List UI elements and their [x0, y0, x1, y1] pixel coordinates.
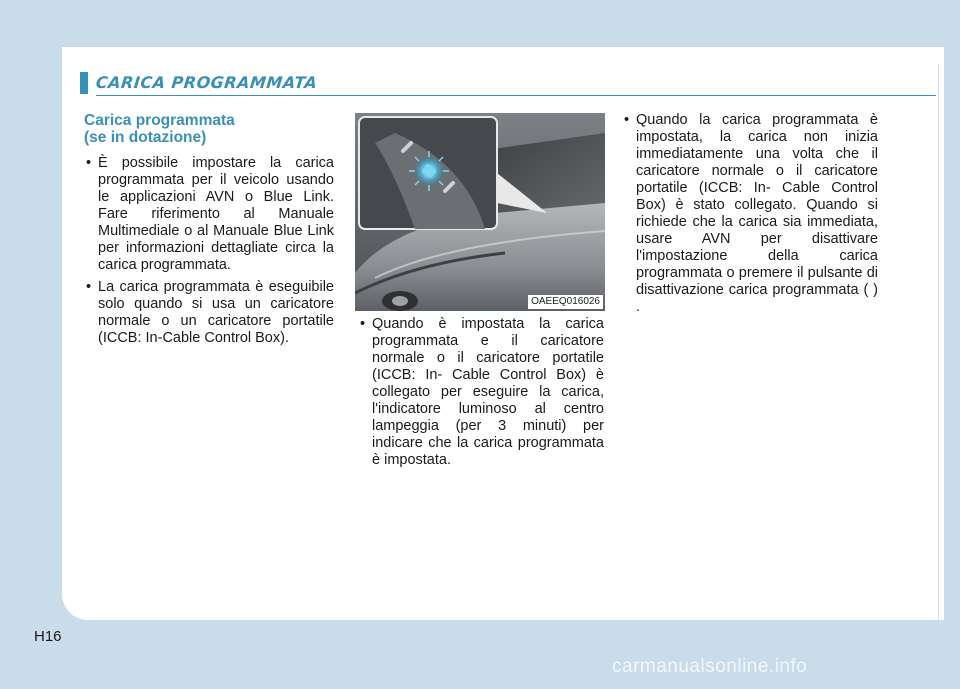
- section-header-bar: [80, 72, 88, 94]
- column-3: [622, 112, 878, 321]
- figure-code: OAEEQ016026: [528, 295, 603, 309]
- car-illustration: [355, 113, 605, 311]
- column-1: [84, 112, 334, 352]
- bullet-item: • Quando la carica programmata è impostata, la carica non inizia immediatamente una volta che il caricatore normale o il caricatore portatile (ICCB: In- Cable Control Box) è stato collegato. Quando si richiede che la carica sia immediata, usare AVN per disattivare l'impostazione della carica programmata o premere il pulsante di disattivazione carica programmata ( ) .: [622, 112, 878, 316]
- watermark: carmanualsonline.info: [612, 656, 808, 677]
- bullet-list: [622, 112, 878, 316]
- bullet-list: [84, 155, 334, 347]
- car-charging-indicator-figure: [355, 113, 605, 311]
- subsection-title-line-1: Carica programmata: [84, 112, 235, 129]
- page-number: H16: [34, 628, 62, 645]
- bullet-item: • La carica programmata è eseguibile solo quando si usa un caricatore normale o un caricatore portatile (ICCB: In-Cable Control Box).: [84, 279, 334, 347]
- bullet-item: • È possibile impostare la carica programmata per il veicolo usando le applicazioni AVN o Blue Link. Fare riferimento al Manuale Multimediale o al Manuale Blue Link per informazioni dettagliate circa la carica programmata.: [84, 155, 334, 274]
- subsection-title: [84, 112, 334, 146]
- right-divider: [938, 64, 939, 620]
- section-header-rule: [96, 95, 936, 96]
- section-header-title: CARICA PROGRAMMATA: [95, 73, 319, 92]
- bullet-list: [358, 316, 604, 469]
- subsection-title-line-2: (se in dotazione): [84, 129, 207, 146]
- bullet-item: • Quando è impostata la carica programmata e il caricatore normale o il caricatore portatile (ICCB: In- Cable Control Box) è collegato per eseguire la carica, l'indicatore luminoso al centro lampeggia (per 3 minuti) per indicare che la carica programmata è impostata.: [358, 316, 604, 469]
- column-2: [358, 316, 604, 474]
